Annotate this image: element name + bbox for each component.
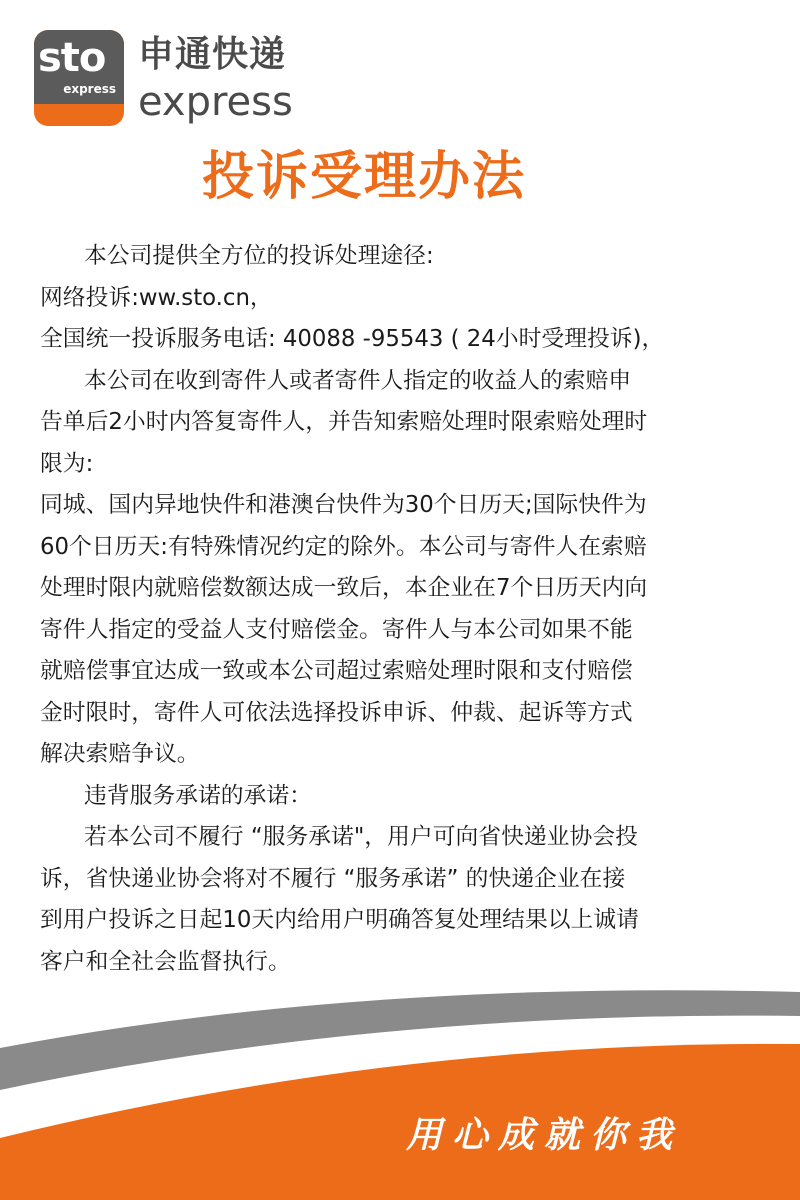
text-line: 告单后2小时内答复寄件人，并告知索赔处理时限索赔处理时: [40, 409, 648, 435]
text-line: 违背服务承诺的承诺：: [84, 782, 312, 809]
text-line: 同城、国内异地快件和港澳台快件为30个日历天;国际快件为: [40, 492, 647, 518]
text-line: 寄件人指定的受益人支付赔偿金。寄件人与本公司如果不能: [40, 616, 633, 643]
text-line: 就赔偿事宜达成一致或本公司超过索赔处理时限和支付赔偿: [40, 658, 633, 684]
text-line: 解决索赔争议。: [40, 741, 200, 767]
sto-logo-mark: [34, 30, 124, 126]
text-line: 本公司提供全方位的投诉处理途径:: [84, 243, 434, 269]
company-name-chinese: 申通快递: [138, 34, 287, 75]
sto-logo-mark-subtext: express: [63, 82, 116, 96]
company-name-english: express: [138, 79, 293, 125]
slogan: 用心成就你我: [406, 1114, 683, 1156]
sto-express-logo: [34, 30, 296, 130]
sto-logo-mark-text: sto: [38, 35, 106, 81]
text-line: 若本公司不履行 “服务承诺"，用户可向省快递业协会投: [84, 824, 638, 850]
page-title: 投诉受理办法: [201, 147, 526, 207]
text-line: 诉，省快递业协会将对不履行 “服务承诺” 的快递企业在接: [40, 865, 626, 892]
policy-text: [40, 236, 762, 983]
text-line: 本公司在收到寄件人或者寄件人指定的收益人的索赔申: [84, 367, 632, 394]
text-line: 全国统一投诉服务电话: 40088 -95543 ( 24小时受理投诉)，: [40, 326, 665, 352]
bottom-decoration: [0, 960, 800, 1200]
text-line: 60个日历天:有特殊情况约定的除外。本公司与寄件人在索赔: [40, 533, 647, 560]
text-line: 网络投诉:ww.sto.cn，: [40, 284, 273, 311]
text-line: 金时限时，寄件人可依法选择投诉申诉、仲裁、起诉等方式: [40, 699, 633, 726]
text-line: 处理时限内就赔偿数额达成一致后，本企业在7个日历天内向: [40, 575, 648, 601]
text-line: 客户和全社会监督执行。: [40, 948, 291, 975]
text-line: 到用户投诉之日起10天内给用户明确答复处理结果以上诚请: [40, 907, 639, 933]
text-line: 限为:: [40, 450, 94, 477]
